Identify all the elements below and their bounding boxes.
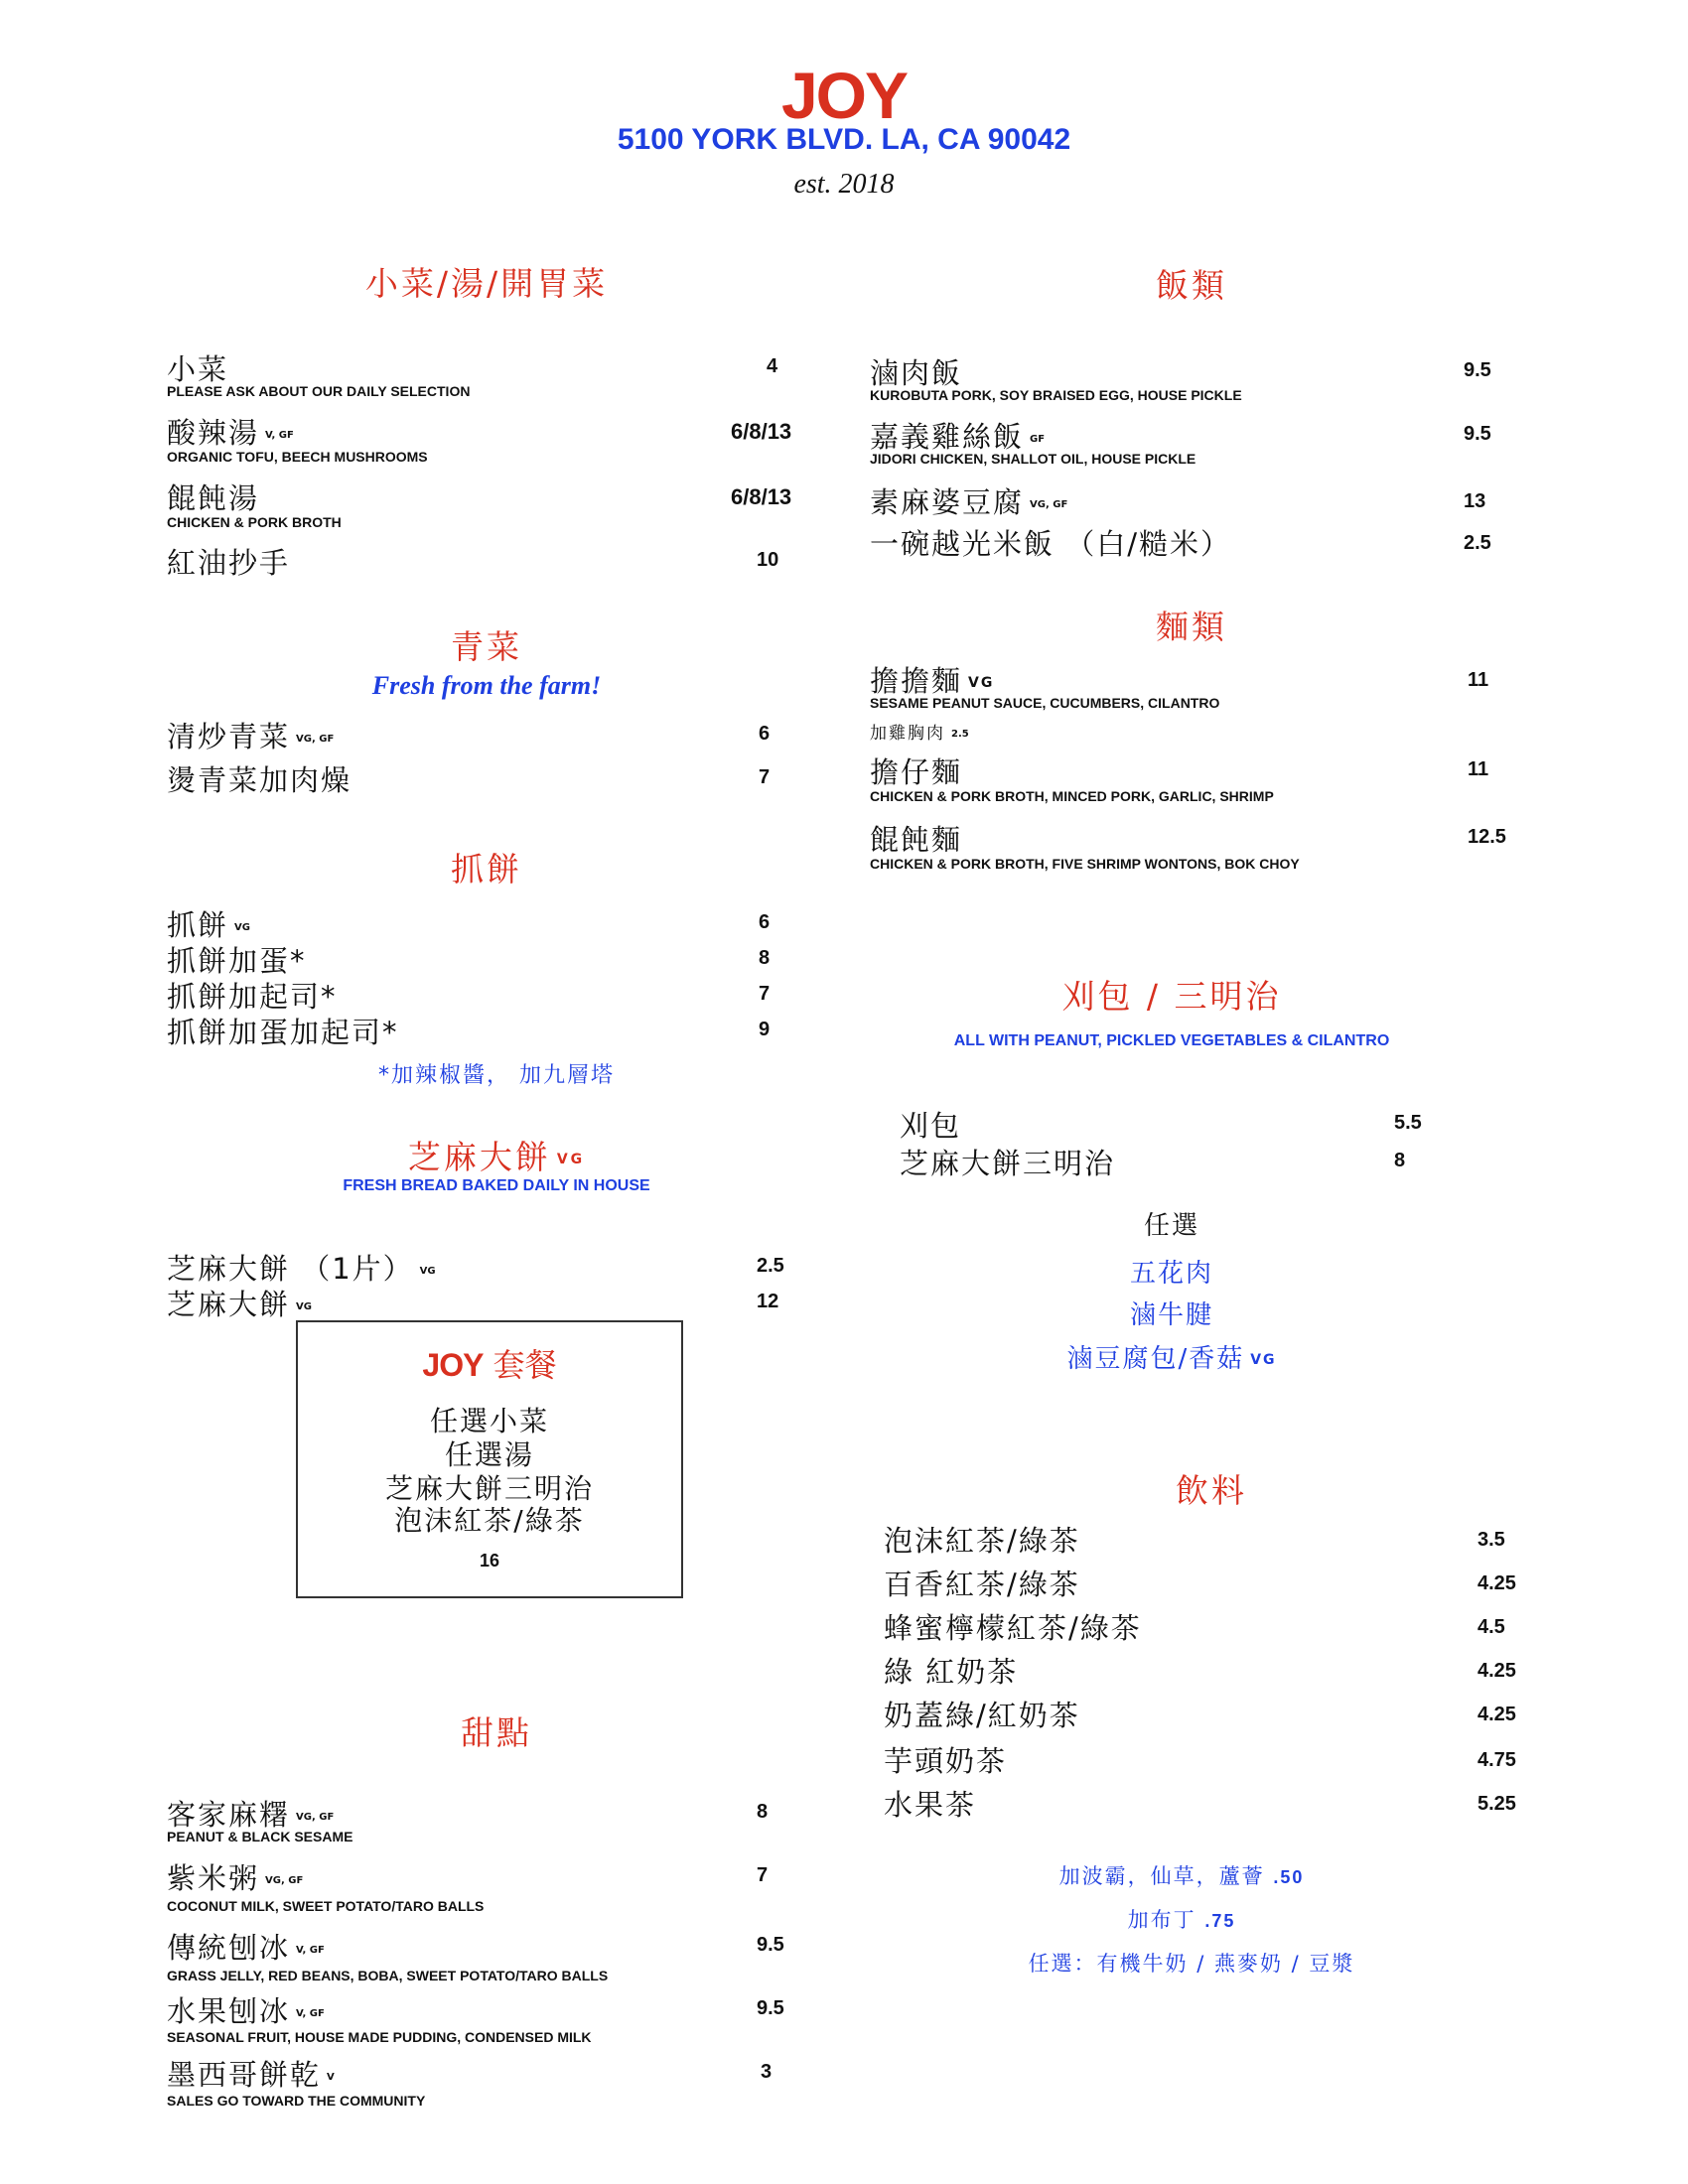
menu-item-name: 燙青菜加肉燥 xyxy=(167,763,352,797)
menu-item-price: 2.5 xyxy=(757,1255,784,1277)
menu-item-desc: SEASONAL FRUIT, HOUSE MADE PUDDING, CONDENSED MILK xyxy=(167,2029,592,2045)
menu-item-price: 9.5 xyxy=(1464,423,1491,445)
choice-option: 滷豆腐包/香菇 VG xyxy=(1066,1344,1277,1374)
section-title-desserts: 甜點 xyxy=(461,1713,532,1752)
diet-tag: VG xyxy=(419,1265,436,1277)
choice-option: 五花肉 xyxy=(1129,1259,1213,1289)
menu-item-price: 5.5 xyxy=(1394,1112,1422,1134)
menu-item-name: 抓餅加起司* xyxy=(167,980,338,1014)
combo-item: 任選小菜 xyxy=(429,1405,549,1437)
section-subtitle: Fresh from the farm! xyxy=(371,671,602,700)
menu-item-price: 11 xyxy=(1468,669,1489,691)
section-title-greens: 青菜 xyxy=(451,627,522,666)
menu-item-desc: SALES GO TOWARD THE COMMUNITY xyxy=(167,2093,426,2109)
menu-item-name: 抓餅加蛋加起司* xyxy=(167,1016,399,1049)
menu-item-price: 9.5 xyxy=(757,1997,784,2019)
menu-item-price: 8 xyxy=(1394,1150,1406,1171)
diet-tag: V, GF xyxy=(296,2007,325,2019)
menu-item-price: 9.5 xyxy=(757,1934,784,1956)
menu-item-desc: COCONUT MILK, SWEET POTATO/TARO BALLS xyxy=(167,1898,485,1914)
menu-item-desc: CHICKEN & PORK BROTH xyxy=(167,514,342,530)
diet-tag: VG xyxy=(1250,1351,1277,1368)
menu-item-desc: CHICKEN & PORK BROTH, MINCED PORK, GARLIC, SHRIMP xyxy=(870,788,1274,804)
menu-item-price: 4.25 xyxy=(1477,1704,1516,1725)
drink-addon: 任選：有機牛奶 / 燕麥奶 / 豆漿 xyxy=(1028,1952,1355,1976)
menu-item-price: 3 xyxy=(761,2061,773,2083)
menu-item-name: 泡沫紅茶/綠茶 xyxy=(884,1524,1080,1558)
menu-item-name: 奶蓋綠/紅奶茶 xyxy=(884,1699,1080,1732)
menu-item-desc: PEANUT & BLACK SESAME xyxy=(167,1829,353,1844)
menu-item-price: 7 xyxy=(759,983,771,1005)
menu-item-name: 擔擔麵 VG xyxy=(870,664,995,698)
menu-item-name: 酸辣湯 V, GF xyxy=(167,416,294,450)
menu-item-name: 水果刨冰 V, GF xyxy=(167,1994,325,2028)
menu-item-name: 擔仔麵 xyxy=(870,755,963,789)
menu-item-name: 墨西哥餅乾 V xyxy=(167,2058,335,2092)
section-title-appetizers: 小菜/湯/開胃菜 xyxy=(364,264,609,303)
menu-item-name: 嘉義雞絲飯 GF xyxy=(870,420,1046,454)
menu-item-name: 餛飩湯 xyxy=(167,481,260,515)
section-title-noodles: 麵類 xyxy=(1156,608,1227,646)
section-note: FRESH BREAD BAKED DAILY IN HOUSE xyxy=(343,1177,650,1194)
combo-item: 任選湯 xyxy=(444,1438,534,1471)
menu-item-price: 4.75 xyxy=(1477,1749,1516,1771)
menu-item-price: 6 xyxy=(759,911,771,933)
menu-item-name: 綠 紅奶茶 xyxy=(884,1655,1019,1689)
menu-item-desc: CHICKEN & PORK BROTH, FIVE SHRIMP WONTONS, BOK CHOY xyxy=(870,856,1300,872)
diet-tag: VG xyxy=(968,675,995,691)
section-title-bread: 芝麻大餅 VG xyxy=(407,1138,586,1176)
restaurant-name: JOY xyxy=(780,59,908,132)
diet-tag: VG, GF xyxy=(296,1811,335,1823)
menu-item-price: 4.25 xyxy=(1477,1660,1516,1682)
menu-item-name: 滷肉飯 xyxy=(870,356,963,390)
addon-price: .75 xyxy=(1204,1911,1236,1931)
menu-item-price: 12.5 xyxy=(1468,826,1506,848)
menu-item-price: 3.5 xyxy=(1477,1529,1505,1551)
diet-tag: V, GF xyxy=(296,1944,325,1956)
choice-label: 任選 xyxy=(1143,1211,1199,1241)
menu-item-name: 芝麻大餅三明治 xyxy=(900,1147,1116,1180)
menu-item-name: 紅油抄手 xyxy=(167,546,291,580)
menu-item-desc: PLEASE ASK ABOUT OUR DAILY SELECTION xyxy=(167,383,471,399)
menu-item-price: 11 xyxy=(1468,758,1489,780)
menu-item-name: 清炒青菜 VG, GF xyxy=(167,720,335,753)
menu-item-price: 2.5 xyxy=(1464,532,1491,554)
menu-item-name: 蜂蜜檸檬紅茶/綠茶 xyxy=(884,1611,1142,1645)
menu-item-name: 紫米粥 VG, GF xyxy=(167,1861,304,1895)
diet-tag: V xyxy=(327,2071,335,2083)
choice-option: 滷牛腱 xyxy=(1129,1300,1213,1330)
menu-item-name: 百香紅茶/綠茶 xyxy=(884,1568,1080,1601)
section-title-pancake: 抓餅 xyxy=(451,850,522,888)
menu-item-price: 6 xyxy=(759,723,771,745)
menu-item-name: 一碗越光米飯 （白/糙米） xyxy=(870,527,1231,561)
menu-item-desc: ORGANIC TOFU, BEECH MUSHROOMS xyxy=(167,449,428,465)
drink-addon: 加波霸，仙草，蘆薈 .50 xyxy=(1058,1864,1305,1888)
diet-tag: VG, GF xyxy=(1030,498,1068,510)
menu-item-price: 4 xyxy=(767,355,778,377)
section-title-buns: 刈包 / 三明治 xyxy=(1061,977,1282,1016)
section-title-drinks: 飲料 xyxy=(1176,1471,1247,1510)
established-year: est. 2018 xyxy=(793,169,895,200)
menu-item-price: 6/8/13 xyxy=(731,419,792,444)
drink-addon: 加布丁 .75 xyxy=(1127,1908,1236,1932)
menu-item-name: 刈包 xyxy=(900,1109,962,1143)
diet-tag: VG, GF xyxy=(296,733,335,745)
menu-item-name: 抓餅 VG xyxy=(167,908,250,942)
menu-item-name: 傳統刨冰 V, GF xyxy=(167,1931,325,1965)
menu-item-price: 8 xyxy=(757,1801,769,1823)
menu-item-price: 7 xyxy=(757,1864,769,1886)
section-note: *加辣椒醬， 加九層塔 xyxy=(378,1063,615,1088)
menu-item-price: 5.25 xyxy=(1477,1793,1516,1815)
menu-item-name: 客家麻糬 VG, GF xyxy=(167,1798,335,1832)
combo-price: 16 xyxy=(479,1551,500,1570)
menu-item-name: 芝麻大餅 VG xyxy=(167,1288,312,1321)
menu-item-price: 12 xyxy=(757,1291,779,1312)
section-title-rice: 飯類 xyxy=(1156,266,1227,305)
menu-item-name: 素麻婆豆腐 VG, GF xyxy=(870,485,1068,519)
combo-title: JOY 套餐 xyxy=(422,1346,557,1384)
combo-item: 泡沫紅茶/綠茶 xyxy=(394,1504,585,1537)
menu-item-name: 芋頭奶茶 xyxy=(884,1744,1008,1778)
menu-item-desc: GRASS JELLY, RED BEANS, BOBA, SWEET POTATO/TARO BALLS xyxy=(167,1968,609,1983)
menu-item-name: 餛飩麵 xyxy=(870,823,963,857)
menu-item-price: 8 xyxy=(759,947,771,969)
menu-item-price: 13 xyxy=(1464,490,1486,512)
restaurant-address: 5100 YORK BLVD. LA, CA 90042 xyxy=(617,123,1071,156)
menu-item-name: 水果茶 xyxy=(884,1788,977,1822)
menu-item-price: 6/8/13 xyxy=(731,484,792,509)
menu-item-price: 9 xyxy=(759,1019,771,1040)
addon-price: .50 xyxy=(1273,1867,1305,1887)
menu-item-name: 芝麻大餅 （1片） VG xyxy=(167,1252,436,1286)
menu-item-addon: 加雞胸肉 2.5 xyxy=(870,724,969,744)
diet-tag: GF xyxy=(1030,433,1046,445)
menu-item-price: 4.5 xyxy=(1477,1616,1505,1638)
menu-item-price: 4.25 xyxy=(1477,1572,1516,1594)
diet-tag: VG xyxy=(556,1151,586,1167)
menu-item-price: 9.5 xyxy=(1464,359,1491,381)
menu-item-price: 10 xyxy=(757,549,779,571)
addon-price: 2.5 xyxy=(951,728,969,740)
menu-item-desc: JIDORI CHICKEN, SHALLOT OIL, HOUSE PICKLE xyxy=(870,451,1196,467)
menu-item-desc: KUROBUTA PORK, SOY BRAISED EGG, HOUSE PICKLE xyxy=(870,387,1242,403)
menu-item-name: 抓餅加蛋* xyxy=(167,944,307,978)
menu-item-desc: SESAME PEANUT SAUCE, CUCUMBERS, CILANTRO xyxy=(870,695,1220,711)
diet-tag: VG xyxy=(234,921,250,933)
diet-tag: V, GF xyxy=(265,429,294,441)
combo-item: 芝麻大餅三明治 xyxy=(384,1472,594,1505)
menu-item-price: 7 xyxy=(759,766,771,788)
section-note: ALL WITH PEANUT, PICKLED VEGETABLES & CILANTRO xyxy=(953,1032,1390,1049)
diet-tag: VG, GF xyxy=(265,1874,304,1886)
menu-item-name: 小菜 xyxy=(167,352,229,386)
diet-tag: VG xyxy=(296,1300,312,1312)
